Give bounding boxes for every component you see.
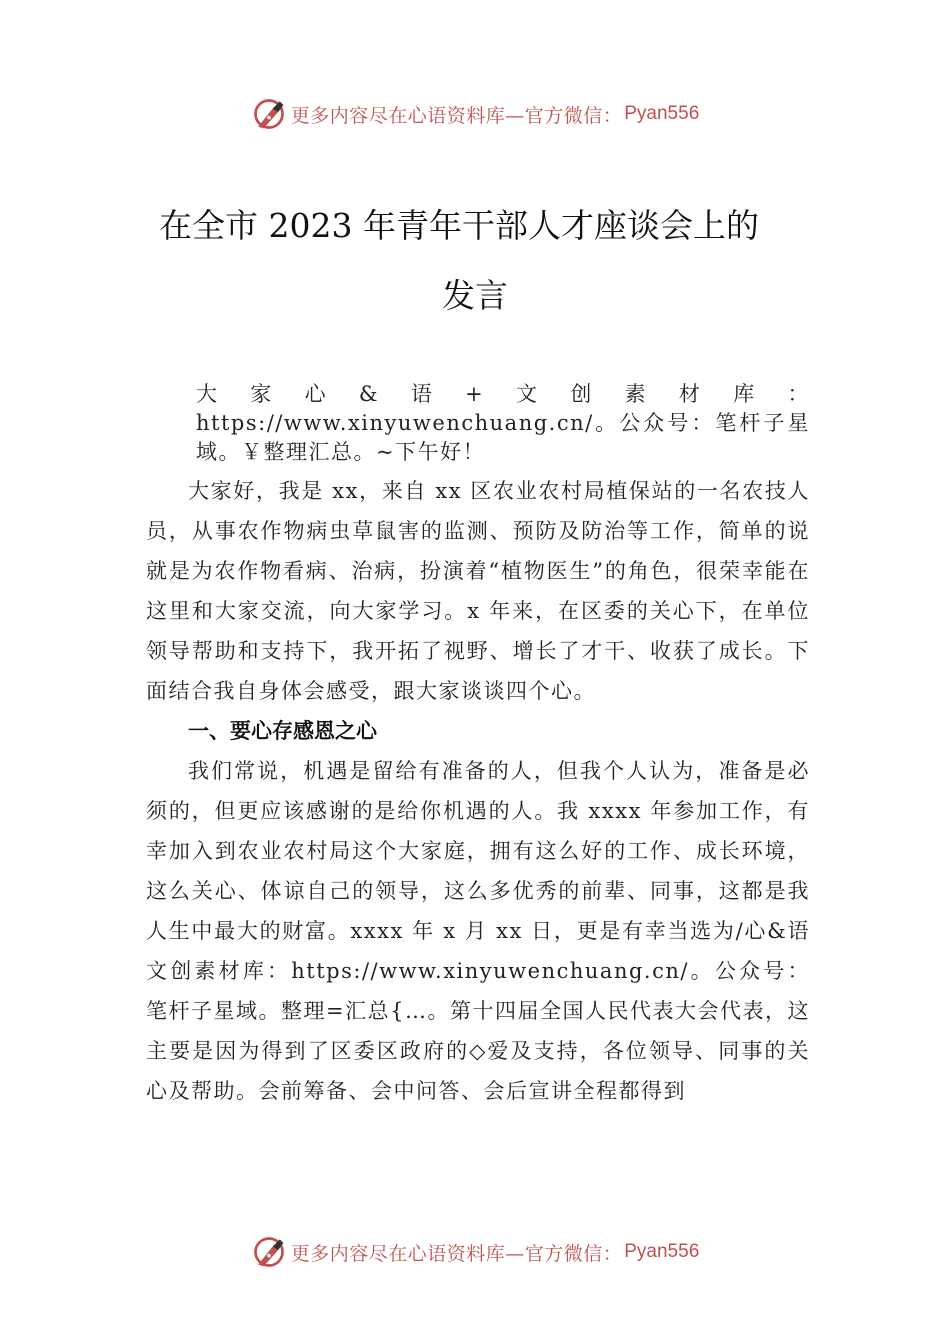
section-heading-1: 一、要心存感恩之心 — [188, 719, 377, 743]
paragraph-self-introduction: 大家好，我是 xx，来自 xx 区农业农村局植保站的一名农技人员，从事农作物病虫草鼠害的监测、预防及防治等工作，简单的说就是为农作物看病、治病，扮演着“植物医生”的角色，很荣幸能在这里和大家交流，向大家学习。x 年来，在区委的关心下，在单位领导帮助和支持下，我开拓了视野、增长了才干、收获了成长。下面结合我自身体会感受，跟大家谈谈四个心。 — [146, 479, 810, 703]
document-body — [146, 380, 810, 1111]
intro-paragraph: 大家心&语+文创素材库：https://www.xinyuwenchuang.cn/。公众号：笔杆子星域。￥整理汇总。~下午好！ — [196, 382, 810, 464]
footer-banner-wechat-id: Pyan556 — [624, 1241, 700, 1262]
header-banner — [0, 94, 950, 134]
pen-nib-logo-icon — [251, 96, 287, 132]
footer-banner-text: 更多内容尽在心语资料库—官方微信： — [290, 1242, 623, 1265]
header-banner-wechat-id: Pyan556 — [624, 103, 700, 124]
header-banner-text: 更多内容尽在心语资料库—官方微信： — [290, 104, 623, 127]
paragraph-gratitude: 我们常说，机遇是留给有准备的人，但我个人认为，准备是必须的，但更应该感谢的是给你机遇的人。我 xxxx 年参加工作，有幸加入到农业农村局这个大家庭，拥有这么好的工作、成长环境，这么关心、体谅自己的领导，这么多优秀的前辈、同事，这都是我人生中最大的财富。xxxx 年 x 月 xx 日，更是有幸当选为/心&语文创素材库：https://www.xinyuwenchuang.cn/。公众号：笔杆子星域。整理=汇总{…。第十四届全国人民代表大会代表，这主要是因为得到了区委区政府的◇爱及支持，各位领导、同事的关心及帮助。会前筹备、会中问答、会后宣讲全程都得到 — [146, 759, 810, 1103]
footer-banner — [0, 1232, 950, 1272]
document-title-line2: 发言 — [442, 276, 508, 315]
document-title-line1: 在全市 2023 年青年干部人才座谈会上的 — [159, 206, 759, 245]
pen-nib-logo-icon — [251, 1234, 287, 1270]
